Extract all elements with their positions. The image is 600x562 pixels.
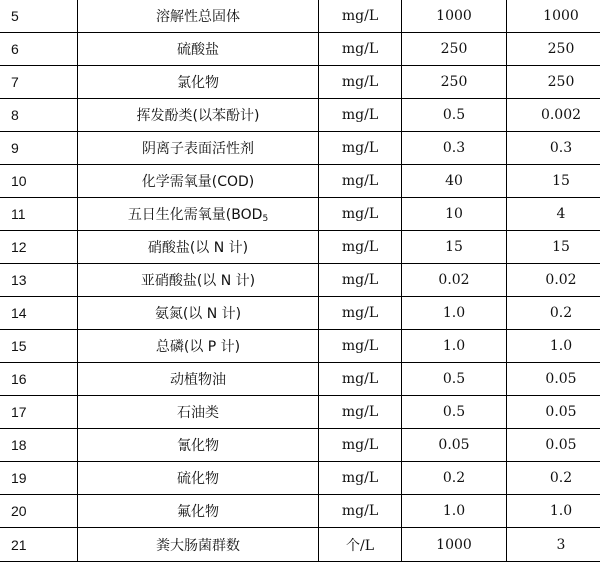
limit-value-b-text: 0.3 (550, 140, 572, 156)
row-number-cell (0, 330, 78, 363)
parameter-name-text: 粪大肠菌群数 (156, 538, 240, 554)
row-number-text: 20 (11, 503, 27, 519)
row-number-text: 6 (11, 41, 19, 57)
unit-text: mg/L (342, 41, 378, 57)
table-row (0, 0, 600, 33)
limit-value-b-cell (507, 0, 600, 33)
unit-text: mg/L (342, 470, 378, 486)
row-number-text: 11 (11, 206, 26, 222)
limit-value-a-cell (402, 165, 507, 198)
parameter-name-cell (78, 330, 319, 363)
limit-value-b-cell (507, 297, 600, 330)
row-number-text: 18 (11, 437, 27, 453)
parameter-name-text: 氨氮(以 N 计) (155, 306, 241, 322)
parameter-name-text: 动植物油 (170, 372, 226, 388)
unit-cell (319, 528, 402, 562)
unit-cell (319, 66, 402, 99)
row-number-text: 10 (11, 173, 27, 189)
limit-value-a-cell (402, 132, 507, 165)
parameter-name-subscript: 5 (262, 214, 268, 224)
parameter-name-text: 阴离子表面活性剂 (142, 141, 254, 157)
row-number-cell (0, 528, 78, 562)
row-number-text: 13 (11, 272, 27, 288)
limit-value-b-cell (507, 495, 600, 528)
row-number-cell (0, 132, 78, 165)
parameter-name-cell (78, 396, 319, 429)
limit-value-a-text: 250 (441, 74, 468, 90)
table-row (0, 66, 600, 99)
row-number-cell (0, 462, 78, 495)
parameter-name-text: 硫酸盐 (177, 42, 219, 58)
limit-value-b-text: 3 (557, 537, 566, 553)
limit-value-b-text: 0.05 (545, 404, 576, 420)
unit-text: mg/L (342, 272, 378, 288)
unit-text: 个/L (346, 538, 374, 554)
limit-value-a-text: 1.0 (443, 305, 465, 321)
unit-cell (319, 231, 402, 264)
limit-value-b-text: 15 (552, 173, 570, 189)
limit-value-a-cell (402, 528, 507, 562)
limit-value-a-text: 1.0 (443, 503, 465, 519)
parameter-name-text: 五日生化需氧量(BOD (128, 207, 263, 223)
limit-value-a-text: 1000 (436, 8, 472, 24)
limit-value-b-text: 0.05 (545, 437, 576, 453)
limit-value-a-cell (402, 264, 507, 297)
unit-cell (319, 363, 402, 396)
parameter-name-text: 硝酸盐(以 N 计) (148, 240, 248, 256)
unit-text: mg/L (342, 140, 378, 156)
limit-value-b-text: 0.05 (545, 371, 576, 387)
row-number-text: 16 (11, 371, 27, 387)
limit-value-a-cell (402, 198, 507, 231)
limit-value-a-text: 250 (441, 41, 468, 57)
limit-value-b-cell (507, 429, 600, 462)
limit-value-b-cell (507, 231, 600, 264)
parameter-name-cell (78, 264, 319, 297)
table-row (0, 99, 600, 132)
unit-cell (319, 0, 402, 33)
parameter-name-cell (78, 528, 319, 562)
limit-value-b-text: 1000 (543, 8, 579, 24)
row-number-text: 14 (11, 305, 27, 321)
parameter-name-text: 溶解性总固体 (156, 9, 240, 25)
limit-value-b-text: 4 (557, 206, 566, 222)
limit-value-a-text: 1000 (436, 537, 472, 553)
table-row (0, 396, 600, 429)
limit-value-a-cell (402, 462, 507, 495)
parameter-name-text: 硫化物 (177, 471, 219, 487)
parameter-name-text: 氯化物 (177, 75, 219, 91)
parameter-name-cell (78, 132, 319, 165)
limit-value-b-text: 1.0 (550, 338, 572, 354)
parameter-name-cell (78, 198, 319, 231)
unit-cell (319, 396, 402, 429)
parameter-name-text: 亚硝酸盐(以 N 计) (141, 273, 255, 289)
limit-value-b-text: 0.02 (545, 272, 576, 288)
unit-cell (319, 264, 402, 297)
row-number-cell (0, 297, 78, 330)
parameter-name-cell (78, 66, 319, 99)
table-row (0, 33, 600, 66)
limit-value-a-cell (402, 363, 507, 396)
unit-text: mg/L (342, 206, 378, 222)
table-row (0, 264, 600, 297)
limit-value-b-cell (507, 132, 600, 165)
limit-value-b-text: 250 (548, 41, 575, 57)
row-number-text: 8 (11, 107, 19, 123)
limit-value-a-text: 0.02 (438, 272, 469, 288)
parameter-name-text: 总磷(以 P 计) (156, 339, 240, 355)
limit-value-a-text: 10 (445, 206, 463, 222)
limit-value-a-text: 1.0 (443, 338, 465, 354)
row-number-text: 9 (11, 140, 19, 156)
limit-value-a-cell (402, 429, 507, 462)
parameter-name-text: 氟化物 (177, 504, 219, 520)
limit-value-a-cell (402, 0, 507, 33)
limit-value-b-text: 0.2 (550, 305, 572, 321)
limit-value-a-cell (402, 66, 507, 99)
limit-value-b-cell (507, 99, 600, 132)
limit-value-a-cell (402, 396, 507, 429)
unit-text: mg/L (342, 305, 378, 321)
parameter-name-cell (78, 33, 319, 66)
unit-cell (319, 99, 402, 132)
limit-value-b-text: 0.002 (541, 107, 581, 123)
unit-text: mg/L (342, 74, 378, 90)
limit-value-b-cell (507, 528, 600, 562)
row-number-cell (0, 198, 78, 231)
unit-text: mg/L (342, 437, 378, 453)
unit-cell (319, 132, 402, 165)
row-number-text: 15 (11, 338, 27, 354)
limit-value-a-cell (402, 231, 507, 264)
table-row (0, 132, 600, 165)
table-row (0, 231, 600, 264)
unit-text: mg/L (342, 338, 378, 354)
row-number-text: 12 (11, 239, 27, 255)
parameter-name-cell (78, 231, 319, 264)
limit-value-a-cell (402, 33, 507, 66)
parameter-name-cell (78, 99, 319, 132)
table-row (0, 297, 600, 330)
row-number-text: 21 (11, 537, 27, 553)
unit-cell (319, 462, 402, 495)
unit-cell (319, 33, 402, 66)
row-number-text: 7 (11, 74, 19, 90)
parameter-name-cell (78, 495, 319, 528)
row-number-cell (0, 495, 78, 528)
parameter-name-text: 挥发酚类(以苯酚计) (137, 108, 260, 124)
row-number-cell (0, 99, 78, 132)
limit-value-a-cell (402, 297, 507, 330)
unit-cell (319, 198, 402, 231)
unit-text: mg/L (342, 404, 378, 420)
limit-value-b-text: 15 (552, 239, 570, 255)
row-number-cell (0, 396, 78, 429)
row-number-cell (0, 429, 78, 462)
row-number-cell (0, 33, 78, 66)
limit-value-b-cell (507, 330, 600, 363)
parameter-name-text: 石油类 (177, 405, 219, 421)
row-number-cell (0, 363, 78, 396)
parameter-name-text: 化学需氧量(COD) (142, 174, 255, 190)
row-number-cell (0, 0, 78, 33)
parameter-name-cell (78, 462, 319, 495)
limit-value-b-cell (507, 396, 600, 429)
row-number-text: 5 (11, 8, 19, 24)
limit-value-a-cell (402, 495, 507, 528)
table-row (0, 198, 600, 231)
limit-value-b-cell (507, 66, 600, 99)
unit-text: mg/L (342, 173, 378, 189)
table-row (0, 462, 600, 495)
row-number-cell (0, 66, 78, 99)
limit-value-b-text: 1.0 (550, 503, 572, 519)
limit-value-a-text: 0.05 (438, 437, 469, 453)
unit-text: mg/L (342, 107, 378, 123)
table-row (0, 528, 600, 562)
table-row (0, 429, 600, 462)
limit-value-a-cell (402, 99, 507, 132)
table-row (0, 363, 600, 396)
unit-cell (319, 495, 402, 528)
unit-text: mg/L (342, 371, 378, 387)
table-row (0, 165, 600, 198)
limit-value-a-text: 0.5 (443, 404, 465, 420)
limit-value-b-cell (507, 264, 600, 297)
limit-value-b-cell (507, 33, 600, 66)
unit-cell (319, 429, 402, 462)
parameter-name-cell (78, 165, 319, 198)
limit-value-b-text: 250 (548, 74, 575, 90)
row-number-text: 17 (11, 404, 27, 420)
row-number-cell (0, 165, 78, 198)
row-number-cell (0, 231, 78, 264)
unit-text: mg/L (342, 8, 378, 24)
parameter-name-cell (78, 0, 319, 33)
table-row (0, 495, 600, 528)
limit-value-a-text: 15 (445, 239, 463, 255)
row-number-cell (0, 264, 78, 297)
limit-value-a-text: 0.5 (443, 371, 465, 387)
limit-value-a-text: 0.2 (443, 470, 465, 486)
row-number-text: 19 (11, 470, 27, 486)
parameter-name-cell (78, 429, 319, 462)
parameter-name-text: 氰化物 (177, 438, 219, 454)
limit-value-b-cell (507, 165, 600, 198)
unit-text: mg/L (342, 239, 378, 255)
parameter-name-cell (78, 297, 319, 330)
table-row (0, 330, 600, 363)
limit-value-a-cell (402, 330, 507, 363)
limit-value-a-text: 40 (445, 173, 463, 189)
unit-text: mg/L (342, 503, 378, 519)
limit-value-b-cell (507, 462, 600, 495)
limit-value-b-text: 0.2 (550, 470, 572, 486)
limit-value-a-text: 0.3 (443, 140, 465, 156)
limit-value-b-cell (507, 198, 600, 231)
limit-value-a-text: 0.5 (443, 107, 465, 123)
limit-value-b-cell (507, 363, 600, 396)
parameter-name-cell (78, 363, 319, 396)
unit-cell (319, 297, 402, 330)
unit-cell (319, 330, 402, 363)
unit-cell (319, 165, 402, 198)
